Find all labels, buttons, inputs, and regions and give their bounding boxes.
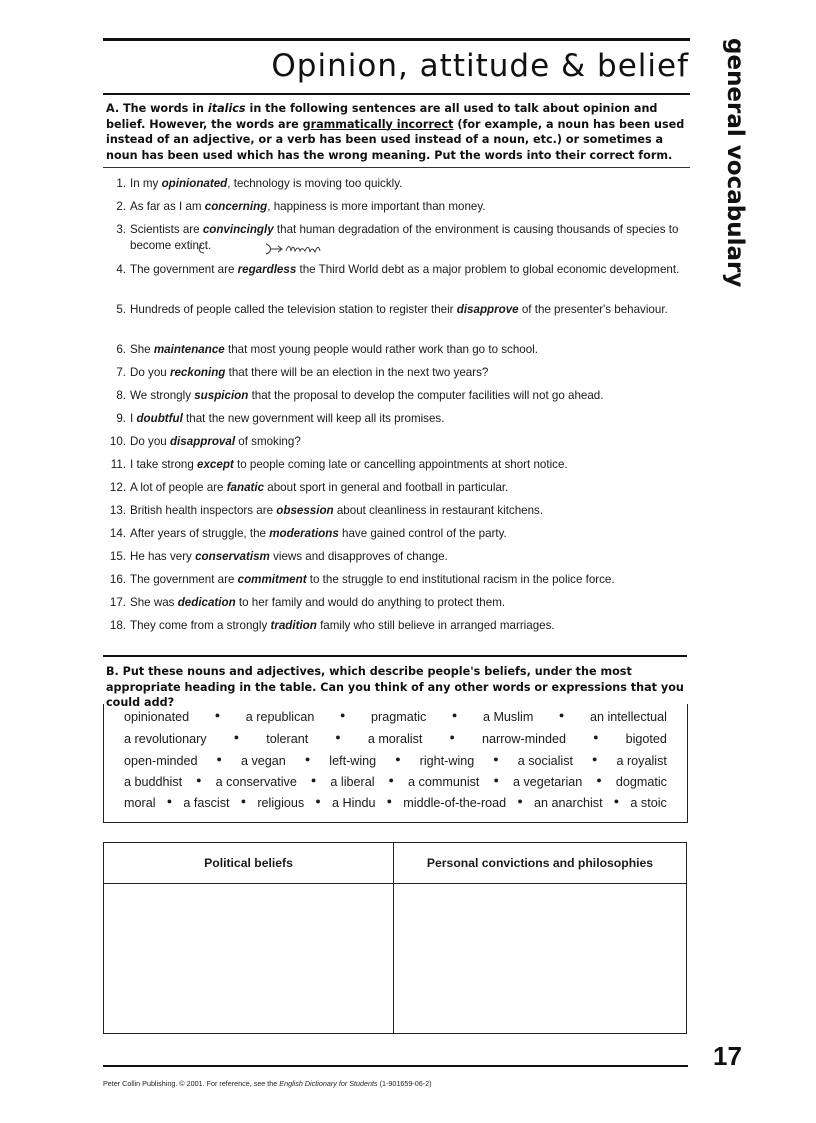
item-number: 7. — [116, 366, 126, 379]
bullet-separator: ● — [386, 796, 393, 806]
word-item: an anarchist — [534, 796, 603, 810]
item-target-word: convincingly — [202, 223, 274, 236]
instruction-text: (for example, a noun has been used instead of an adjective, or a verb has been used instead of a noun, etc.) or sometimes a noun has been used which has the wrong meaning. Put the words into their correct form. — [106, 117, 685, 162]
item-target-word: opinionated — [161, 177, 228, 190]
item-text — [130, 365, 690, 381]
item-text — [130, 549, 690, 565]
item-text-end: , happiness is more important than money. — [267, 200, 486, 213]
item-number: 4. — [116, 263, 126, 276]
item-number: 3. — [116, 223, 126, 236]
item-text — [130, 411, 690, 427]
instruction-underlined: grammatically incorrect — [302, 117, 454, 131]
item-text-start: She — [130, 343, 154, 356]
bullet-separator: ● — [310, 775, 317, 785]
item-text — [130, 176, 690, 192]
word-item: a vegetarian — [512, 775, 583, 789]
bullet-separator: ● — [613, 796, 620, 806]
side-label — [718, 38, 748, 288]
item-number: 2. — [116, 200, 126, 213]
word-item: a royalist — [616, 754, 667, 768]
word-item: pragmatic — [371, 710, 427, 724]
top-rule — [103, 38, 690, 41]
item-text-start: The government are — [130, 263, 238, 276]
bullet-separator: ● — [216, 754, 222, 764]
word-item: a buddhist — [124, 775, 183, 789]
section-b-rule — [103, 655, 687, 657]
bullet-separator: ● — [596, 775, 602, 785]
bullet-separator: ● — [558, 710, 565, 720]
footer-credit — [103, 1079, 432, 1088]
item-text — [130, 618, 690, 634]
item-target-word: suspicion — [194, 389, 249, 402]
item-text — [130, 342, 690, 358]
item-target-word: maintenance — [153, 343, 225, 356]
item-number: 10. — [109, 435, 126, 448]
item-text-start: They come from a strongly — [130, 619, 271, 632]
bullet-separator: ● — [388, 775, 394, 785]
item-text-end: that the proposal to develop the computer facilities will not go ahead. — [248, 389, 604, 402]
item-target-word: obsession — [276, 504, 334, 517]
footer-rule — [103, 1065, 688, 1067]
word-item: moral — [124, 796, 156, 810]
word-row — [124, 754, 667, 768]
item-text — [130, 457, 690, 473]
bullet-separator: ● — [335, 732, 341, 742]
item-number: 17. — [109, 596, 126, 609]
table-header-personal: Personal convictions and philosophies — [394, 843, 686, 884]
bullet-separator: ● — [339, 710, 346, 720]
item-text — [130, 595, 690, 611]
item-number: 5. — [116, 303, 126, 316]
item-text-start: As far as I am — [130, 200, 205, 213]
item-text-end: of smoking? — [235, 435, 301, 448]
word-item: tolerant — [266, 732, 309, 746]
item-text — [130, 302, 690, 318]
item-number: 8. — [116, 389, 126, 402]
word-item: opinionated — [124, 710, 190, 724]
item-text-start: A lot of people are — [130, 481, 227, 494]
item-text-start: I take strong — [130, 458, 198, 471]
word-item: narrow-minded — [482, 732, 566, 746]
word-row — [124, 796, 667, 810]
footer-isbn: (1-901659-06-2) — [377, 1079, 432, 1088]
word-item: a moralist — [367, 732, 423, 746]
word-box — [103, 704, 688, 823]
item-text-end: that human degradation of the environment is causing thousands of species to become extinct. — [130, 223, 679, 252]
bullet-separator: ● — [196, 775, 202, 785]
title-rule — [103, 93, 690, 95]
item-text-end: , technology is moving too quickly. — [227, 177, 403, 190]
word-item: bigoted — [625, 732, 667, 746]
item-text-start: Do you — [130, 435, 170, 448]
item-number: 11. — [110, 458, 126, 471]
item-target-word: commitment — [237, 573, 307, 586]
word-row — [124, 775, 667, 789]
item-text — [130, 572, 690, 588]
word-item: open-minded — [124, 754, 198, 768]
bullet-separator: ● — [315, 796, 321, 806]
bullet-separator: ● — [304, 754, 311, 764]
item-text — [130, 503, 690, 519]
item-number: 15. — [109, 550, 126, 563]
answer-table — [103, 842, 687, 1034]
item-text — [130, 199, 690, 215]
item-text-end: family who still believe in arranged marriages. — [316, 619, 555, 632]
item-target-word: regardless — [237, 263, 297, 276]
item-target-word: fanatic — [226, 481, 265, 494]
item-number: 12. — [109, 481, 126, 494]
bullet-separator: ● — [451, 710, 458, 720]
item-text-end: to the struggle to end institutional racism in the police force. — [306, 573, 615, 586]
bullet-separator: ● — [493, 775, 499, 785]
item-text-end: to people coming late or cancelling appointments at short notice. — [233, 458, 568, 471]
section-b-instruction: B. Put these nouns and adjectives, which describe people's beliefs, under the most appropriate heading in the table. Can you think of any other words or expressions that you could add? — [106, 665, 684, 709]
bullet-separator: ● — [395, 754, 401, 764]
word-item: religious — [257, 796, 305, 810]
item-text-start: The government are — [130, 573, 238, 586]
item-target-word: tradition — [270, 619, 317, 632]
word-item: a liberal — [330, 775, 375, 789]
item-text-end: about sport in general and football in particular. — [264, 481, 509, 494]
item-text-end: have gained control of the party. — [338, 527, 507, 540]
bullet-separator: ● — [214, 710, 221, 720]
item-target-word: dedication — [177, 596, 236, 609]
table-column-political — [104, 843, 394, 1033]
instruction-text: A. The words in — [106, 102, 208, 115]
word-item: middle-of-the-road — [403, 796, 507, 810]
item-text-start: We strongly — [130, 389, 195, 402]
word-item: dogmatic — [615, 775, 667, 789]
word-item: a conservative — [215, 775, 297, 789]
page-number: 17 — [713, 1041, 742, 1071]
item-text-start: Hundreds of people called the television station to register their — [130, 303, 457, 316]
item-text-start: In my — [130, 177, 162, 190]
bullet-separator: ● — [493, 754, 499, 764]
word-item: a fascist — [183, 796, 230, 810]
word-item: a revolutionary — [124, 732, 207, 746]
item-text — [130, 434, 690, 450]
item-text — [130, 388, 690, 404]
bullet-separator: ● — [593, 732, 599, 742]
item-text-end: to her family and would do anything to protect them. — [235, 596, 506, 609]
bullet-separator: ● — [233, 732, 240, 742]
bullet-separator: ● — [592, 754, 598, 764]
word-item: an intellectual — [589, 710, 667, 724]
item-target-word: concerning — [204, 200, 268, 213]
item-target-word: disapproval — [169, 435, 236, 448]
item-target-word: reckoning — [169, 366, 226, 379]
section-a-rule — [103, 167, 690, 168]
word-item: a communist — [408, 775, 480, 789]
page-title: Opinion, attitude & belief — [271, 48, 689, 84]
bullet-separator: ● — [240, 796, 247, 806]
table-header-political: Political beliefs — [104, 843, 393, 884]
word-item: a republican — [245, 710, 315, 724]
item-text-start: Scientists are — [130, 223, 203, 236]
word-item: right-wing — [419, 754, 475, 768]
side-label-text: general vocabulary — [722, 38, 748, 288]
item-number: 6. — [116, 343, 126, 356]
item-text-end: about cleanliness in restaurant kitchens. — [333, 504, 544, 517]
word-item: a Hindu — [332, 796, 376, 810]
item-text-start: British health inspectors are — [130, 504, 277, 517]
item-text-start: He has very — [130, 550, 196, 563]
item-text-end: views and disapproves of change. — [269, 550, 448, 563]
item-text-start: She was — [130, 596, 178, 609]
bullet-separator: ● — [166, 796, 173, 806]
word-item: a stoic — [630, 796, 667, 810]
item-number: 16. — [109, 573, 126, 586]
item-number: 1. — [116, 177, 126, 190]
item-text — [130, 262, 690, 278]
item-number: 14. — [109, 527, 126, 540]
item-target-word: disapprove — [456, 303, 519, 316]
item-target-word: moderations — [269, 527, 339, 540]
item-text-start: I — [130, 412, 137, 425]
item-number: 13. — [109, 504, 126, 517]
word-item: a vegan — [240, 754, 286, 768]
item-number: 18. — [109, 619, 126, 632]
item-text-start: Do you — [130, 366, 170, 379]
item-target-word: doubtful — [136, 412, 183, 425]
footer-dictionary-title: English Dictionary for Students — [279, 1079, 378, 1088]
section-a-instruction — [106, 101, 690, 163]
word-item: a Muslim — [482, 710, 534, 724]
item-text-end: the Third World debt as a major problem to global economic development. — [296, 263, 680, 276]
footer-text: Peter Collin Publishing. © 2001. For reference, see the — [103, 1079, 280, 1088]
item-text-end: that most young people would rather work than go to school. — [224, 343, 538, 356]
bullet-separator: ● — [449, 732, 455, 742]
item-target-word: except — [197, 458, 234, 471]
item-text — [130, 480, 690, 496]
word-row — [124, 732, 667, 746]
instruction-italic: italics — [207, 102, 246, 115]
item-text-end: of the presenter's behaviour. — [518, 303, 668, 316]
item-text-end: that there will be an election in the next two years? — [225, 366, 489, 379]
instruction-text: in the following sentences are all used to talk about opinion and belief. However, the words are — [106, 102, 658, 131]
item-text-start: After years of struggle, the — [130, 527, 270, 540]
item-target-word: conservatism — [195, 550, 270, 563]
bullet-separator: ● — [517, 796, 523, 806]
item-text — [130, 526, 690, 542]
handwritten-annotation — [196, 242, 376, 256]
word-item: left-wing — [329, 754, 377, 768]
word-item: a socialist — [517, 754, 574, 768]
word-row — [124, 710, 667, 724]
item-text-end: that the new government will keep all its promises. — [182, 412, 445, 425]
table-column-personal — [394, 843, 686, 1033]
item-number: 9. — [116, 412, 126, 425]
